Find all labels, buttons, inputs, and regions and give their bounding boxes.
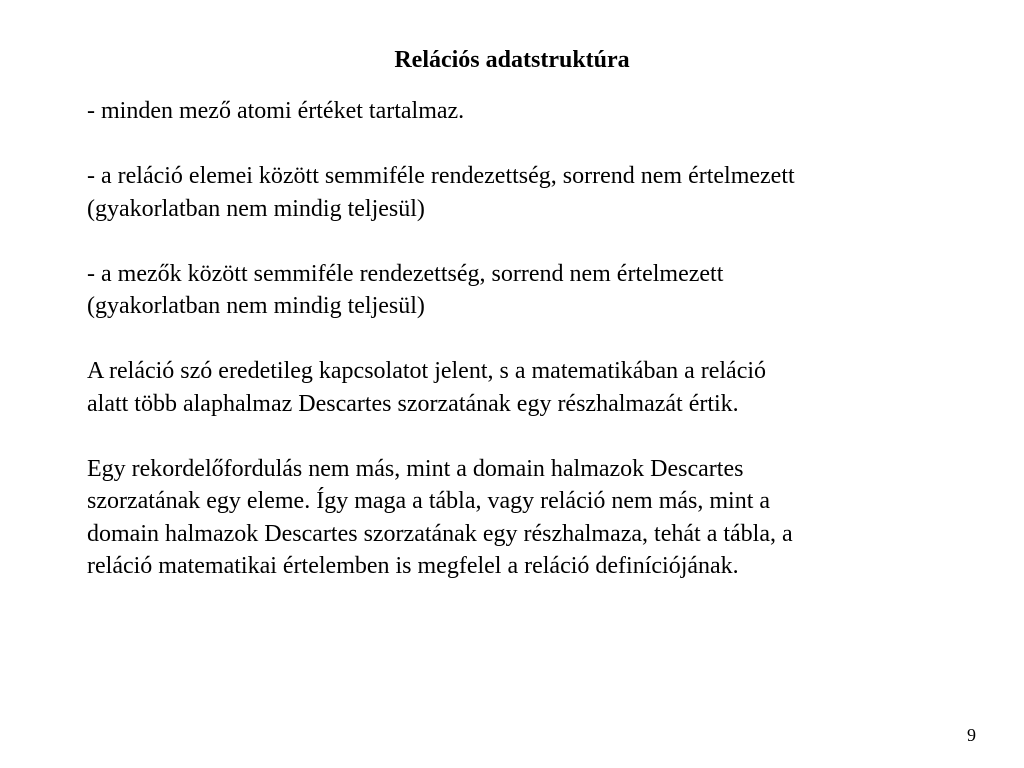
text-line: A reláció szó eredetileg kapcsolatot jelent, s a matematikában a reláció xyxy=(87,358,767,384)
text-line: Egy rekordelőfordulás nem más, mint a domain halmazok Descartes xyxy=(87,455,744,482)
text-line: - a reláció elemei között semmiféle rendezettség, sorrend nem értelmezett xyxy=(87,163,795,189)
slide-title: Relációs adatstruktúra xyxy=(394,47,630,73)
paragraph-field-order xyxy=(87,258,967,323)
paragraph-relation-definition xyxy=(87,355,967,420)
text-line: alatt több alaphalmaz Descartes szorzatának egy részhalmazát értik. xyxy=(87,390,739,417)
text-line: (gyakorlatban nem mindig teljesül) xyxy=(87,293,425,319)
paragraph-record-occurrence xyxy=(87,453,967,583)
text-line: - minden mező atomi értéket tartalmaz. xyxy=(87,98,465,124)
slide-body xyxy=(87,95,967,583)
paragraph-element-order xyxy=(87,160,967,225)
paragraph-atomic-values xyxy=(87,95,967,128)
page-number: 9 xyxy=(967,725,976,745)
text-line: (gyakorlatban nem mindig teljesül) xyxy=(87,195,425,222)
text-line: - a mezők között semmiféle rendezettség, sorrend nem értelmezett xyxy=(87,260,724,287)
text-line: domain halmazok Descartes szorzatának egy részhalmaza, tehát a tábla, a xyxy=(87,520,793,547)
text-line: szorzatának egy eleme. Így maga a tábla, vagy reláció nem más, mint a xyxy=(87,488,771,514)
text-line: reláció matematikai értelemben is megfelel a reláció definíciójának. xyxy=(87,553,739,579)
